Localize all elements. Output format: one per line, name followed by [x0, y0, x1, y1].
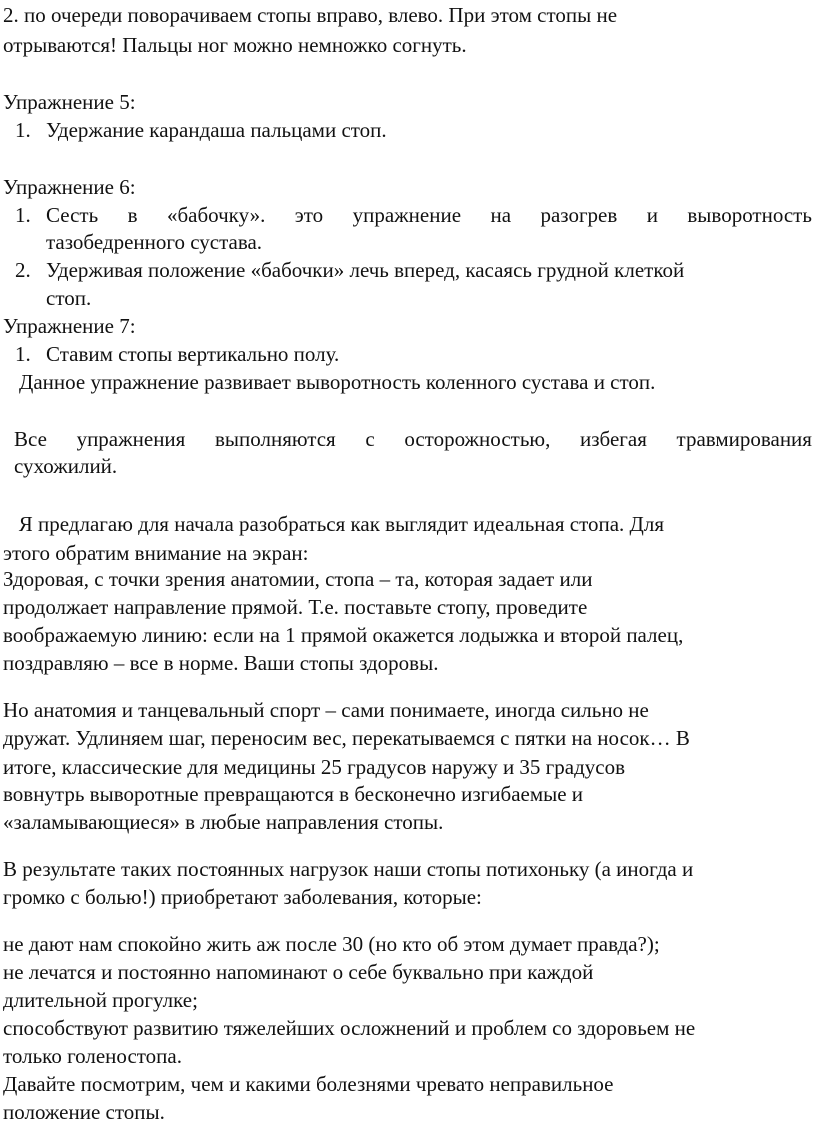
para-4-line-2: не лечатся и постоянно напоминают о себе буквально при каждой [3, 960, 594, 984]
word: травмирования [676, 427, 812, 451]
exercise-7-title: Упражнение 7: [3, 314, 136, 338]
para-1-line-6: поздравляю – все в норме. Ваши стопы здоровы. [3, 651, 439, 675]
para-1-line-3: Здоровая, с точки зрения анатомии, стопа – та, которая задает или [3, 567, 593, 591]
word: разогрев [540, 203, 618, 227]
para-1-line-1: Я предлагаю для начала разобраться как выглядит идеальная стопа. Для [3, 512, 664, 536]
caution-line-1 [14, 426, 812, 452]
para-4-line-6: Давайте посмотрим, чем и какими болезнями чревато неправильное [3, 1072, 614, 1096]
word: Все [14, 427, 47, 451]
intro-line-1: 2. по очереди поворачиваем стопы вправо, влево. При этом стопы не [3, 3, 618, 27]
word: и [646, 203, 658, 227]
word: с [365, 427, 375, 451]
exercise-5-title: Упражнение 5: [3, 90, 136, 114]
exercise-6-title: Упражнение 6: [3, 175, 136, 199]
para-1-line-5: воображаемую линию: если на 1 прямой окажется лодыжка и второй палец, [3, 623, 684, 647]
word: избегая [580, 427, 647, 451]
para-2-line-4: вовнутрь выворотные превращаются в бесконечно изгибаемые и [3, 782, 584, 806]
para-3-line-2: громко с болью!) приобретают заболевания, которые: [3, 885, 482, 909]
exercise-6-item-1-number: 1. [15, 203, 31, 227]
para-2-line-3: итоге, классические для медицины 25 градусов наружу и 35 градусов [3, 755, 626, 779]
exercise-5-item-1-number: 1. [15, 118, 31, 142]
exercise-5-item-1-text: Удержание карандаша пальцами стоп. [46, 118, 387, 142]
exercise-6-item-1-line-2: тазобедренного сустава. [46, 230, 263, 254]
para-2-line-2: дружат. Удлиняем шаг, переносим вес, перекатываемся с пятки на носок… В [3, 726, 690, 750]
word: выворотность [687, 203, 812, 227]
para-1-line-2: этого обратим внимание на экран: [3, 541, 309, 565]
para-4-line-3: длительной прогулке; [3, 988, 198, 1012]
word: упражнения [76, 427, 186, 451]
word: «бабочку». [166, 203, 266, 227]
exercise-6-item-2-line-1: Удерживая положение «бабочки» лечь вперед, касаясь грудной клеткой [46, 258, 685, 282]
para-4-line-7: положение стопы. [3, 1100, 165, 1124]
exercise-6-item-1-line-1 [46, 202, 812, 228]
word: на [490, 203, 512, 227]
para-4-line-1: не дают нам спокойно жить аж после 30 (но кто об этом думает правда?); [3, 932, 660, 956]
para-3-line-1: В результате таких постоянных нагрузок наши стопы потихоньку (а иногда и [3, 857, 694, 881]
caution-line-2: сухожилий. [14, 454, 118, 478]
para-2-line-1: Но анатомия и танцевальный спорт – сами понимаете, иногда сильно не [3, 698, 649, 722]
exercise-7-item-1-number: 1. [15, 342, 31, 366]
word: осторожностью, [404, 427, 551, 451]
word: Сесть [46, 203, 99, 227]
para-1-line-4: продолжает направление прямой. Т.е. поставьте стопу, проведите [3, 595, 588, 619]
word: выполняются [214, 427, 336, 451]
para-4-line-4: способствуют развитию тяжелейших осложнений и проблем со здоровьем не [3, 1016, 696, 1040]
exercise-6-item-2-line-2: стоп. [46, 286, 92, 310]
para-4-line-5: только голеностопа. [3, 1044, 182, 1068]
exercise-7-item-1-text: Ставим стопы вертикально полу. [46, 342, 340, 366]
intro-line-2: отрываются! Пальцы ног можно немножко согнуть. [3, 33, 467, 57]
para-2-line-5: «заламывающиеся» в любые направления стопы. [3, 810, 444, 834]
exercise-6-item-2-number: 2. [15, 258, 31, 282]
word: упражнение [352, 203, 462, 227]
word: в [127, 203, 138, 227]
word: это [294, 203, 324, 227]
exercise-7-note: Данное упражнение развивает выворотность коленного сустава и стоп. [19, 370, 656, 394]
